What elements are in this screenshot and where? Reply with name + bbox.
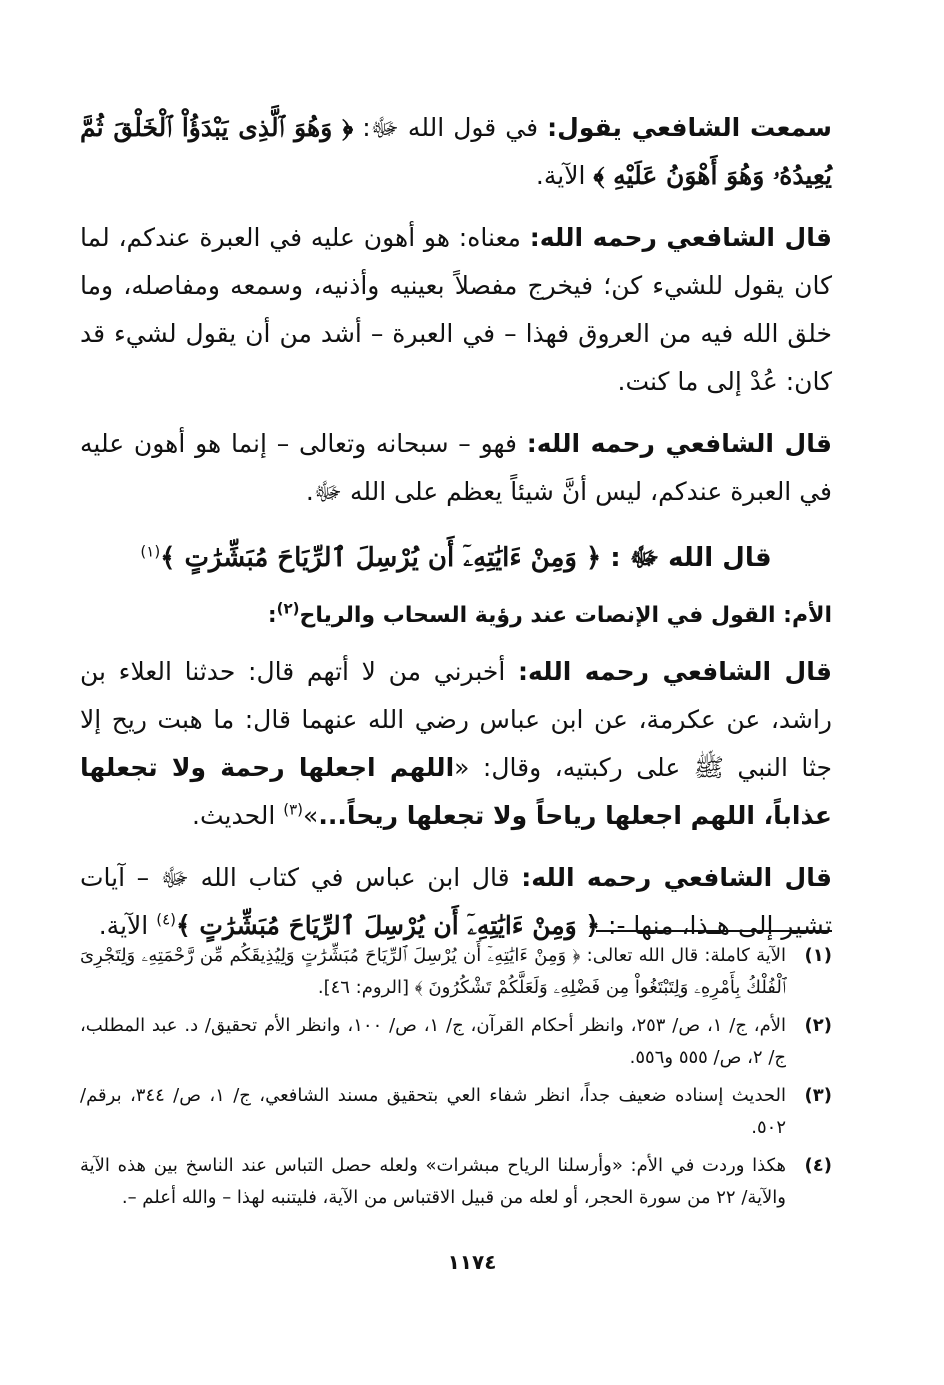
paragraph-tail: الآية. (98, 911, 157, 940)
section-heading-text: الأم: القول في الإنصات عند رؤية السحاب والرياح (299, 603, 832, 628)
section-heading (80, 594, 832, 638)
paragraph-text: أخبرني من لا أتهم قال: حدثنا العلاء بن راشد، عن عكرمة، عن ابن عباس رضي الله عنهما قال: ما هبت ريح إلا جثا النبي ﷺ على ركبتيه، وقال: « (80, 657, 832, 782)
paragraph-2 (80, 214, 832, 406)
footnote-number: (٣) (804, 1085, 832, 1106)
paragraph-1 (80, 104, 832, 200)
footnote (80, 1010, 832, 1074)
paragraph-3 (80, 420, 832, 516)
paragraph-lead: قال الشافعي رحمه الله: (521, 863, 832, 892)
paragraph-lead: قال الشافعي رحمه الله: (526, 429, 832, 458)
footnote (80, 1150, 832, 1214)
quran-verse: ﴿ وَمِنْ ءَايَٰتِهِۦٓ أَن يُرْسِلَ ٱلرِّيَاحَ مُبَشِّرَٰتٍ ﴾ (160, 543, 602, 573)
paragraph-text: في قول الله ﷻ: (353, 113, 548, 142)
page-number: ١١٧٤ (447, 1250, 497, 1274)
footnote-ref-3[interactable]: (٣) (283, 800, 304, 819)
paragraph-lead: قال الشافعي رحمه الله: (529, 223, 832, 252)
footnote-text: الحديث إسناده ضعيف جداً، انظر شفاء العي بتحقيق مسند الشافعي، ج/ ١، ص/ ٣٤٤، برقم/ ٥٠٢. (80, 1085, 786, 1138)
paragraph-hadith (80, 648, 832, 840)
paragraph-lead: قال الشافعي رحمه الله: (517, 657, 832, 686)
footnote-text: الآية كاملة: قال الله تعالى: ﴿ وَمِنْ ءَايَٰتِهِۦٓ أَن يُرْسِلَ ٱلرِّيَاحَ مُبَشِّرَٰتٍ وَلِيُذِيقَكُم مِّن رَّحْمَتِهِۦ وَلِتَجْرِىَ ٱلْفُلْكُ بِأَمْرِهِۦ وَلِتَبْتَغُواْ مِن فَضْلِهِۦ وَلَعَلَّكُمْ تَشْكُرُونَ ﴾ [الروم: ٤٦]. (80, 945, 786, 998)
paragraph-lead: سمعت الشافعي يقول: (547, 113, 832, 142)
center-verse (80, 530, 832, 586)
hadith-quote: اللهم اجعلها رحمة ولا تجعلها عذاباً، اللهم اجعلها رياحاً ولا تجعلها ريحاً... (80, 753, 832, 830)
footnote-number: (٢) (804, 1015, 832, 1036)
paragraph-text: معناه: هو أهون عليه في العبرة عندكم، لما كان يقول للشيء كن؛ فيخرج مفصلاً بعينيه وأذنيه، وسمعه ومفاصله، وما خلق الله فيه من العروق فهذا – في العبرة – أشد من أن يقول لشيء قد كان: عُدْ إلى ما كنت. (80, 223, 832, 396)
quran-verse: ﴿ وَهُوَ ٱلَّذِى يَبْدَؤُاْ ٱلْخَلْقَ ثُمَّ يُعِيدُهُۥ وَهُوَ أَهْوَنُ عَلَيْهِ ﴾ (80, 113, 832, 190)
paragraph-tail: الآية. (535, 161, 594, 190)
footnote-ref-4[interactable]: (٤) (156, 910, 176, 929)
footnote (80, 940, 832, 1004)
footnote-text: هكذا وردت في الأم: «وأرسلنا الرياح مبشرات» ولعله حصل التباس عند الناسخ بين هذه الآية والآية/ ٢٢ من سورة الحجر، أو لعله من قبيل الاقتباس من الآية، فليتنبه لهذا – والله أعلم –. (80, 1155, 786, 1208)
footnote-ref-1[interactable]: (١) (140, 542, 161, 561)
footnotes (80, 940, 832, 1220)
paragraph-tail: الحديث. (192, 801, 284, 830)
footnote-ref-2[interactable]: (٢) (276, 599, 300, 618)
main-text (80, 104, 832, 964)
center-verse-lead: قال الله ﷻ : (601, 543, 772, 573)
footnote-number: (١) (804, 945, 832, 966)
paragraph-last (80, 854, 832, 950)
footnote-divider (596, 930, 832, 932)
footnote-text: الأم، ج/ ١، ص/ ٢٥٣، وانظر أحكام القرآن، ج/ ١، ص/ ١٠٠، وانظر الأم تحقيق/ د. عبد المطلب، ج/ ٢، ص/ ٥٥٥ و٥٥٦. (80, 1015, 786, 1068)
section-heading-tail: : (267, 603, 277, 628)
quran-verse: ﴿ وَمِنْ ءَايَٰتِهِۦٓ أَن يُرْسِلَ ٱلرِّيَاحَ مُبَشِّرَٰتٍ ﴾ (175, 911, 601, 940)
footnote-number: (٤) (804, 1155, 832, 1176)
footnote (80, 1080, 832, 1144)
quote-close: » (303, 801, 319, 830)
paragraph-text: فهو – سبحانه وتعالى – إنما هو أهون عليه في العبرة عندكم، ليس أنَّ شيئاً يعظم على الله ﷻ. (80, 429, 832, 506)
paragraph-text: قال ابن عباس في كتاب الله ﷻ – آيات تشير إلى هـذا، منها -: (80, 863, 832, 940)
